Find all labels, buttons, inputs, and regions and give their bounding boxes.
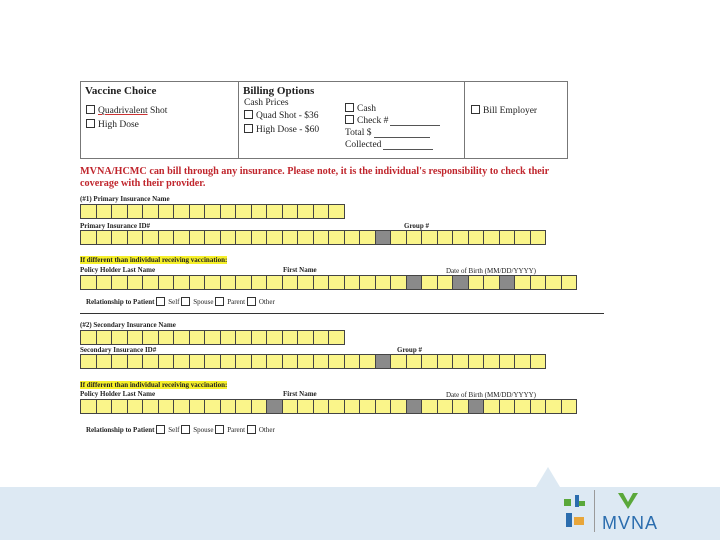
character-box[interactable] xyxy=(173,330,190,345)
character-box[interactable] xyxy=(468,399,485,414)
character-box[interactable] xyxy=(96,230,113,245)
character-box[interactable] xyxy=(266,230,283,245)
character-box[interactable] xyxy=(359,230,376,245)
character-box[interactable] xyxy=(344,275,361,290)
section-divider xyxy=(80,313,604,314)
character-box[interactable] xyxy=(483,230,500,245)
character-box[interactable] xyxy=(530,230,547,245)
character-box[interactable] xyxy=(173,354,190,369)
primary-insurance-name-label: (#1) Primary Insurance Name xyxy=(80,195,170,203)
billing-options-heading: Billing Options xyxy=(243,85,315,97)
character-box[interactable] xyxy=(111,354,128,369)
character-box[interactable] xyxy=(282,230,299,245)
character-box[interactable] xyxy=(406,354,423,369)
character-box[interactable] xyxy=(375,354,392,369)
character-box[interactable] xyxy=(220,330,237,345)
character-box[interactable] xyxy=(359,354,376,369)
collected-input[interactable] xyxy=(383,148,433,150)
character-box[interactable] xyxy=(483,354,500,369)
character-box[interactable] xyxy=(158,354,175,369)
character-box[interactable] xyxy=(514,230,531,245)
character-box[interactable] xyxy=(390,230,407,245)
character-box[interactable] xyxy=(142,354,159,369)
vaccine-choice-column xyxy=(81,82,239,158)
character-box[interactable] xyxy=(313,230,330,245)
character-box[interactable] xyxy=(499,230,516,245)
character-box[interactable] xyxy=(514,275,531,290)
character-box[interactable] xyxy=(204,354,221,369)
cash-prices-label: Cash Prices xyxy=(244,98,289,108)
checkbox-icon[interactable] xyxy=(244,124,253,133)
secondary-insurance-id-boxes[interactable] xyxy=(80,354,545,369)
primary-dob-label: Date of Birth (MM/DD/YYYY) xyxy=(446,267,537,275)
character-box[interactable] xyxy=(530,399,547,414)
secondary-relationship-row: Relationship to Patient Self Spouse Parent Other xyxy=(86,426,275,435)
character-box[interactable] xyxy=(80,230,97,245)
insurance-notice: MVNA/HCMC can bill through any insurance. Please note, it is the individual's responsibility to check their coverage with their provider. xyxy=(80,166,549,189)
character-box[interactable] xyxy=(235,354,252,369)
character-box[interactable] xyxy=(127,230,144,245)
character-box[interactable] xyxy=(266,204,283,219)
checkbox-icon[interactable] xyxy=(156,425,165,434)
character-box[interactable] xyxy=(96,204,113,219)
character-box[interactable] xyxy=(251,399,268,414)
character-box[interactable] xyxy=(80,204,97,219)
character-box[interactable] xyxy=(127,330,144,345)
character-box[interactable] xyxy=(96,275,113,290)
character-box[interactable] xyxy=(173,230,190,245)
character-box[interactable] xyxy=(251,275,268,290)
character-box[interactable] xyxy=(80,275,97,290)
character-box[interactable] xyxy=(251,204,268,219)
character-box[interactable] xyxy=(483,399,500,414)
character-box[interactable] xyxy=(220,204,237,219)
character-box[interactable] xyxy=(80,354,97,369)
character-box[interactable] xyxy=(204,230,221,245)
character-box[interactable] xyxy=(266,275,283,290)
character-box[interactable] xyxy=(468,275,485,290)
character-box[interactable] xyxy=(328,275,345,290)
character-box[interactable] xyxy=(297,204,314,219)
character-box[interactable] xyxy=(437,275,454,290)
character-box[interactable] xyxy=(561,275,578,290)
character-box[interactable] xyxy=(390,275,407,290)
quadrivalent-option[interactable]: Quadrivalent Shot xyxy=(86,106,167,116)
mvna-logo-text: MVNA xyxy=(602,513,659,533)
character-box[interactable] xyxy=(452,354,469,369)
character-box[interactable] xyxy=(173,399,190,414)
character-box[interactable] xyxy=(127,204,144,219)
character-box[interactable] xyxy=(297,275,314,290)
character-box[interactable] xyxy=(80,330,97,345)
secondary-last-name-label: Policy Holder Last Name xyxy=(80,390,156,398)
character-box[interactable] xyxy=(235,275,252,290)
quad-shot-price-option[interactable]: Quad Shot - $36 xyxy=(244,111,319,121)
character-box[interactable] xyxy=(406,399,423,414)
character-box[interactable] xyxy=(514,354,531,369)
secondary-if-different-label: If different than individual receiving vaccination: xyxy=(80,381,228,389)
character-box[interactable] xyxy=(282,399,299,414)
character-box[interactable] xyxy=(437,230,454,245)
vaccine-billing-table xyxy=(80,81,568,159)
character-box[interactable] xyxy=(468,354,485,369)
hand-icon xyxy=(560,493,590,531)
character-box[interactable] xyxy=(142,330,159,345)
logo-divider xyxy=(594,490,595,532)
character-box[interactable] xyxy=(375,399,392,414)
billing-options-column xyxy=(239,82,465,158)
checkbox-icon[interactable] xyxy=(215,297,224,306)
character-box[interactable] xyxy=(282,275,299,290)
primary-insurance-id-boxes[interactable] xyxy=(80,230,545,245)
character-box[interactable] xyxy=(158,204,175,219)
character-box[interactable] xyxy=(251,330,268,345)
character-box[interactable] xyxy=(530,354,547,369)
character-box[interactable] xyxy=(344,230,361,245)
character-box[interactable] xyxy=(390,399,407,414)
check-option[interactable]: Check # xyxy=(345,116,440,126)
character-box[interactable] xyxy=(189,230,206,245)
checkbox-icon[interactable] xyxy=(86,105,95,114)
character-box[interactable] xyxy=(421,275,438,290)
character-box[interactable] xyxy=(406,275,423,290)
cash-option[interactable]: Cash xyxy=(345,104,376,114)
character-box[interactable] xyxy=(111,275,128,290)
character-box[interactable] xyxy=(545,275,562,290)
character-box[interactable] xyxy=(189,330,206,345)
primary-if-different-label: If different than individual receiving vaccination: xyxy=(80,256,228,264)
character-box[interactable] xyxy=(266,330,283,345)
vaccine-choice-heading: Vaccine Choice xyxy=(85,85,157,97)
character-box[interactable] xyxy=(111,330,128,345)
character-box[interactable] xyxy=(204,330,221,345)
primary-first-name-label: First Name xyxy=(283,266,317,274)
character-box[interactable] xyxy=(297,230,314,245)
character-box[interactable] xyxy=(390,354,407,369)
character-box[interactable] xyxy=(251,230,268,245)
character-box[interactable] xyxy=(406,230,423,245)
character-box[interactable] xyxy=(235,204,252,219)
character-box[interactable] xyxy=(111,399,128,414)
secondary-dob-label: Date of Birth (MM/DD/YYYY) xyxy=(446,391,537,399)
character-box[interactable] xyxy=(421,354,438,369)
character-box[interactable] xyxy=(189,399,206,414)
character-box[interactable] xyxy=(142,275,159,290)
character-box[interactable] xyxy=(266,399,283,414)
character-box[interactable] xyxy=(313,330,330,345)
character-box[interactable] xyxy=(158,399,175,414)
character-box[interactable] xyxy=(158,275,175,290)
character-box[interactable] xyxy=(483,275,500,290)
character-box[interactable] xyxy=(189,354,206,369)
character-box[interactable] xyxy=(96,399,113,414)
total-field[interactable]: Total $ xyxy=(345,128,430,138)
character-box[interactable] xyxy=(545,399,562,414)
character-box[interactable] xyxy=(437,354,454,369)
primary-insurance-name-boxes[interactable] xyxy=(80,204,344,219)
character-box[interactable] xyxy=(297,399,314,414)
checkbox-icon[interactable] xyxy=(345,115,354,124)
character-box[interactable] xyxy=(96,330,113,345)
character-box[interactable] xyxy=(189,275,206,290)
checkbox-icon[interactable] xyxy=(86,119,95,128)
character-box[interactable] xyxy=(452,399,469,414)
character-box[interactable] xyxy=(375,230,392,245)
character-box[interactable] xyxy=(297,330,314,345)
character-box[interactable] xyxy=(204,399,221,414)
character-box[interactable] xyxy=(344,399,361,414)
character-box[interactable] xyxy=(127,354,144,369)
character-box[interactable] xyxy=(173,275,190,290)
employer-column xyxy=(465,82,567,158)
primary-relationship-row: Relationship to Patient Self Spouse Parent Other xyxy=(86,298,275,307)
character-box[interactable] xyxy=(235,330,252,345)
secondary-insurance-id-label: Secondary Insurance ID# xyxy=(80,346,157,354)
collected-field[interactable]: Collected xyxy=(345,140,433,150)
primary-policy-holder-boxes[interactable] xyxy=(80,275,576,290)
character-box[interactable] xyxy=(251,354,268,369)
character-box[interactable] xyxy=(328,230,345,245)
primary-last-name-label: Policy Holder Last Name xyxy=(80,266,156,274)
character-box[interactable] xyxy=(328,399,345,414)
character-box[interactable] xyxy=(96,354,113,369)
secondary-policy-holder-boxes[interactable] xyxy=(80,399,576,414)
character-box[interactable] xyxy=(313,399,330,414)
checkbox-icon[interactable] xyxy=(156,297,165,306)
high-dose-option[interactable]: High Dose xyxy=(86,120,139,130)
bill-employer-option[interactable]: Bill Employer xyxy=(471,106,537,116)
character-box[interactable] xyxy=(421,230,438,245)
total-input[interactable] xyxy=(374,136,430,138)
character-box[interactable] xyxy=(313,354,330,369)
checkbox-icon[interactable] xyxy=(244,110,253,119)
character-box[interactable] xyxy=(220,354,237,369)
character-box[interactable] xyxy=(189,204,206,219)
character-box[interactable] xyxy=(437,399,454,414)
character-box[interactable] xyxy=(204,204,221,219)
character-box[interactable] xyxy=(313,204,330,219)
character-box[interactable] xyxy=(514,399,531,414)
character-box[interactable] xyxy=(468,230,485,245)
checkbox-icon[interactable] xyxy=(345,103,354,112)
secondary-group-label: Group # xyxy=(397,346,422,354)
character-box[interactable] xyxy=(111,204,128,219)
check-number-field[interactable] xyxy=(390,124,440,126)
character-box[interactable] xyxy=(499,399,516,414)
character-box[interactable] xyxy=(220,399,237,414)
character-box[interactable] xyxy=(344,354,361,369)
character-box[interactable] xyxy=(142,204,159,219)
character-box[interactable] xyxy=(452,275,469,290)
checkbox-icon[interactable] xyxy=(215,425,224,434)
character-box[interactable] xyxy=(421,399,438,414)
character-box[interactable] xyxy=(328,204,345,219)
character-box[interactable] xyxy=(297,354,314,369)
character-box[interactable] xyxy=(313,275,330,290)
checkbox-icon[interactable] xyxy=(181,297,190,306)
secondary-insurance-name-label: (#2) Secondary Insurance Name xyxy=(80,321,176,329)
character-box[interactable] xyxy=(561,399,578,414)
character-box[interactable] xyxy=(142,399,159,414)
logo-mark-icon xyxy=(618,493,638,509)
character-box[interactable] xyxy=(499,354,516,369)
character-box[interactable] xyxy=(80,399,97,414)
primary-insurance-id-label: Primary Insurance ID# xyxy=(80,222,150,230)
footer-notch xyxy=(536,467,560,487)
character-box[interactable] xyxy=(359,275,376,290)
secondary-insurance-name-boxes[interactable] xyxy=(80,330,344,345)
character-box[interactable] xyxy=(173,204,190,219)
character-box[interactable] xyxy=(235,399,252,414)
character-box[interactable] xyxy=(282,330,299,345)
character-box[interactable] xyxy=(204,275,221,290)
character-box[interactable] xyxy=(530,275,547,290)
character-box[interactable] xyxy=(282,354,299,369)
character-box[interactable] xyxy=(328,354,345,369)
character-box[interactable] xyxy=(127,275,144,290)
character-box[interactable] xyxy=(266,354,283,369)
character-box[interactable] xyxy=(235,230,252,245)
character-box[interactable] xyxy=(127,399,144,414)
character-box[interactable] xyxy=(375,275,392,290)
checkbox-icon[interactable] xyxy=(181,425,190,434)
checkbox-icon[interactable] xyxy=(247,425,256,434)
character-box[interactable] xyxy=(220,230,237,245)
character-box[interactable] xyxy=(359,399,376,414)
character-box[interactable] xyxy=(142,230,159,245)
character-box[interactable] xyxy=(328,330,345,345)
character-box[interactable] xyxy=(282,204,299,219)
primary-group-label: Group # xyxy=(404,222,429,230)
character-box[interactable] xyxy=(452,230,469,245)
checkbox-icon[interactable] xyxy=(471,105,480,114)
secondary-first-name-label: First Name xyxy=(283,390,317,398)
character-box[interactable] xyxy=(158,230,175,245)
checkbox-icon[interactable] xyxy=(247,297,256,306)
character-box[interactable] xyxy=(499,275,516,290)
character-box[interactable] xyxy=(220,275,237,290)
character-box[interactable] xyxy=(111,230,128,245)
high-dose-price-option[interactable]: High Dose - $60 xyxy=(244,125,319,135)
character-box[interactable] xyxy=(158,330,175,345)
